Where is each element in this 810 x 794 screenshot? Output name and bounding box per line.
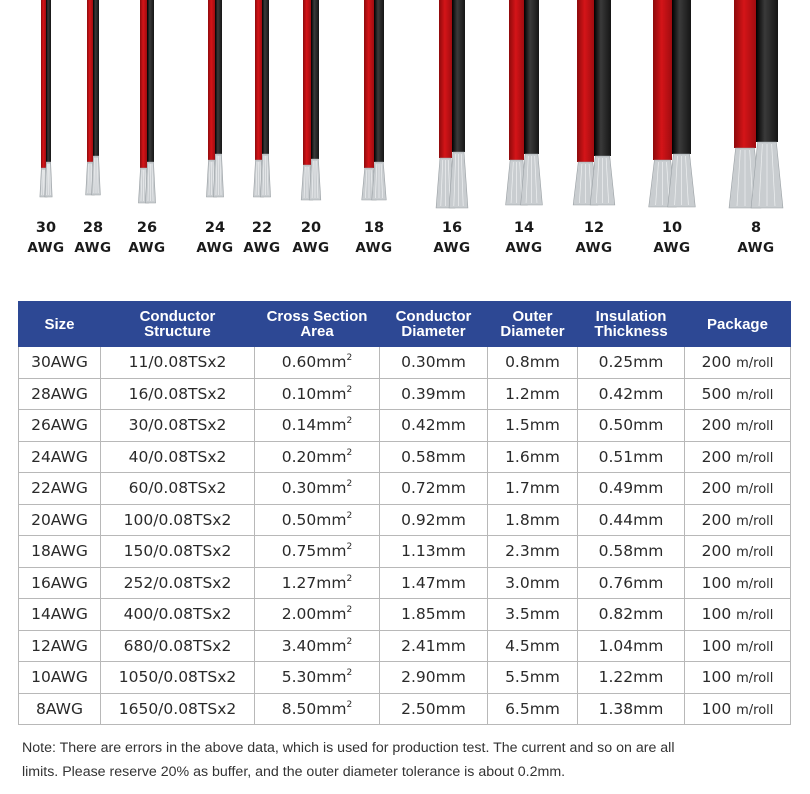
black-insulation [374,0,384,162]
table-row [19,441,791,473]
outer-diameter-cell-value: 1.8mm [505,510,560,529]
conductor-diameter-cell [380,473,488,505]
insulation-cell [578,662,685,694]
conductor-diameter-cell [380,378,488,410]
area-cell-value: 0.75mm [281,542,347,561]
conductor-diameter-cell-value: 1.13mm [401,542,466,561]
size-cell [19,599,101,631]
outer-diameter-cell [488,662,578,694]
area-cell-value: 0.50mm [281,510,347,529]
conductor-diameter-cell [380,567,488,599]
area-cell [255,410,380,442]
structure-cell-value: 100/0.08TSx2 [123,510,232,529]
conductor-diameter-cell-value: 2.90mm [401,668,466,687]
area-cell-value: 0.14mm [281,416,347,435]
header-size [19,302,101,347]
package-unit: m/roll [736,482,774,498]
insulation-cell-value: 1.38mm [598,699,664,718]
outer-diameter-cell-value: 2.3mm [505,542,560,561]
header-line: Insulation [595,308,667,325]
insulation-cell-value: 0.44mm [598,510,664,529]
structure-cell [101,693,255,725]
black-insulation [524,0,539,154]
size-cell [19,378,101,410]
structure-cell [101,441,255,473]
size-cell [19,347,101,379]
outer-diameter-cell [488,693,578,725]
size-cell-value: 10AWG [31,668,88,687]
red-insulation [87,0,93,162]
structure-cell [101,536,255,568]
area-cell-value: 5.30mm [281,668,347,687]
insulation-cell [578,410,685,442]
wire-gauge-labels [0,218,810,264]
conductor-diameter-cell [380,441,488,473]
header-line: Conductor [395,308,472,325]
red-insulation [439,0,452,158]
note-text [22,736,792,784]
header-package [685,302,791,347]
wire-24awg [206,0,223,197]
header-line: Structure [144,323,211,340]
package-cell [685,473,791,505]
wire-spec-table [18,301,791,725]
red-insulation [303,0,311,165]
wire-gauge-number: 18 [363,220,385,236]
structure-cell [101,378,255,410]
outer-diameter-cell [488,473,578,505]
conductor-diameter-cell [380,347,488,379]
outer-diameter-cell [488,536,578,568]
area-cell [255,567,380,599]
area-cell-value: 2.00mm [281,605,347,624]
conductor-diameter-cell-value: 2.50mm [401,699,466,718]
insulation-cell [578,473,685,505]
insulation-cell-value: 0.25mm [598,353,664,372]
black-insulation [93,0,99,156]
structure-cell-value: 60/0.08TSx2 [128,479,227,498]
structure-cell-value: 30/0.08TSx2 [128,416,227,435]
header-line: Diameter [500,323,565,340]
package-quantity: 500 [701,384,732,403]
squared-superscript: 2 [346,479,353,490]
outer-diameter-cell [488,378,578,410]
wire-22awg [253,0,270,197]
structure-cell-value: 40/0.08TSx2 [128,447,227,466]
structure-cell [101,630,255,662]
area-cell-value: 3.40mm [281,636,347,655]
squared-superscript: 2 [346,605,353,616]
package-cell [685,441,791,473]
outer-diameter-cell-value: 5.5mm [505,668,560,687]
header-line: Package [707,315,768,333]
wire-gauge-number: 30 [35,220,57,236]
black-insulation [594,0,611,156]
black-insulation [672,0,691,154]
package-cell [685,662,791,694]
size-cell-value: 14AWG [31,605,88,624]
conductor-diameter-cell-value: 2.41mm [401,636,466,655]
table-row [19,378,791,410]
wire-gauge-number: 8 [750,220,762,236]
size-cell-value: 30AWG [31,353,88,372]
package-cell [685,693,791,725]
package-unit: m/roll [736,576,774,592]
wire-label-28awg [63,218,123,258]
insulation-cell-value: 0.82mm [598,605,664,624]
conductor-diameter-cell-value: 0.42mm [401,416,466,435]
header-conductor-diameter [380,302,488,347]
red-insulation [577,0,594,162]
table-header-row [19,302,791,347]
header-insulation-thickness [578,302,685,347]
area-cell [255,347,380,379]
outer-diameter-cell-value: 1.2mm [505,384,560,403]
area-cell-value: 0.60mm [281,353,347,372]
package-quantity: 100 [701,636,732,655]
black-insulation [215,0,222,154]
structure-cell [101,473,255,505]
package-unit: m/roll [736,450,774,466]
area-cell [255,473,380,505]
header-line: Conductor [139,308,216,325]
package-quantity: 200 [701,416,732,435]
structure-cell-value: 1650/0.08TSx2 [118,699,237,718]
package-cell [685,536,791,568]
wire-gauge-unit: AWG [292,240,330,256]
wire-18awg [362,0,387,200]
wire-gauge-number: 12 [583,220,605,236]
package-quantity: 100 [701,605,732,624]
structure-cell [101,410,255,442]
outer-diameter-cell [488,630,578,662]
table-row [19,630,791,662]
conductor-diameter-cell [380,536,488,568]
package-unit: m/roll [736,639,774,655]
insulation-cell [578,378,685,410]
squared-superscript: 2 [346,447,353,458]
wire-samples-photo [0,0,810,215]
wire-gauge-number: 16 [441,220,463,236]
structure-cell-value: 252/0.08TSx2 [123,573,232,592]
wire-16awg [436,0,468,208]
squared-superscript: 2 [346,699,353,710]
outer-diameter-cell-value: 0.8mm [505,353,560,372]
insulation-cell-value: 0.76mm [598,573,664,592]
outer-diameter-cell [488,567,578,599]
red-insulation [653,0,672,160]
wire-gauge-number: 10 [661,220,683,236]
area-cell [255,599,380,631]
package-unit: m/roll [736,419,774,435]
wire-28awg [86,0,101,195]
insulation-cell-value: 0.51mm [598,447,664,466]
size-cell-value: 22AWG [31,479,88,498]
header-cross-section-area [255,302,380,347]
size-cell-value: 20AWG [31,510,88,529]
wire-label-18awg [344,218,404,258]
note-line-1: Note: There are errors in the above data, which is used for production test. The current and so on are all [22,740,675,756]
insulation-cell [578,441,685,473]
insulation-cell-value: 1.22mm [598,668,664,687]
red-insulation [208,0,215,160]
wire-gauge-unit: AWG [196,240,234,256]
structure-cell-value: 680/0.08TSx2 [123,636,232,655]
wire-gauge-unit: AWG [243,240,281,256]
size-cell [19,473,101,505]
insulation-cell [578,567,685,599]
package-quantity: 200 [701,510,732,529]
red-insulation [255,0,262,160]
package-unit: m/roll [736,356,774,372]
header-line: Thickness [594,323,668,340]
outer-diameter-cell-value: 1.6mm [505,447,560,466]
package-quantity: 100 [701,699,732,718]
size-cell [19,536,101,568]
package-cell [685,504,791,536]
wire-14awg [506,0,543,205]
header-line: Size [44,315,75,333]
structure-cell [101,504,255,536]
size-cell-value: 12AWG [31,636,88,655]
package-cell [685,347,791,379]
squared-superscript: 2 [346,542,353,553]
outer-diameter-cell [488,347,578,379]
size-cell-value: 18AWG [31,542,88,561]
wire-20awg [301,0,321,200]
black-insulation [756,0,778,142]
package-unit: m/roll [736,545,774,561]
conductor-diameter-cell-value: 0.72mm [401,479,466,498]
insulation-cell [578,693,685,725]
table-row [19,599,791,631]
area-cell [255,630,380,662]
insulation-cell [578,630,685,662]
conductor-diameter-cell-value: 0.58mm [401,447,466,466]
insulation-cell-value: 0.58mm [598,542,664,561]
structure-cell-value: 1050/0.08TSx2 [118,668,237,687]
conductor-diameter-cell [380,630,488,662]
area-cell [255,536,380,568]
package-quantity: 100 [701,573,732,592]
package-unit: m/roll [736,513,774,529]
red-insulation [41,0,46,168]
size-cell [19,630,101,662]
package-unit: m/roll [736,702,774,718]
header-line: Area [300,323,334,340]
area-cell [255,662,380,694]
wire-gauge-number: 24 [204,220,226,236]
conductor-diameter-cell-value: 0.92mm [401,510,466,529]
squared-superscript: 2 [346,416,353,427]
area-cell [255,504,380,536]
area-cell [255,693,380,725]
area-cell-value: 8.50mm [281,699,347,718]
header-line: Outer [512,308,553,325]
red-insulation [509,0,524,160]
conductor-diameter-cell-value: 1.85mm [401,605,466,624]
structure-cell-value: 16/0.08TSx2 [128,384,227,403]
black-insulation [46,0,51,162]
table-row [19,504,791,536]
black-insulation [262,0,269,154]
package-cell [685,599,791,631]
conductor-diameter-cell-value: 0.39mm [401,384,466,403]
wire-gauge-unit: AWG [737,240,775,256]
insulation-cell-value: 0.50mm [598,416,664,435]
size-cell-value: 8AWG [36,699,83,718]
size-cell-value: 24AWG [31,447,88,466]
size-cell [19,662,101,694]
package-quantity: 200 [701,353,732,372]
header-outer-diameter [488,302,578,347]
size-cell [19,410,101,442]
wire-label-16awg [422,218,482,258]
structure-cell [101,662,255,694]
structure-cell-value: 11/0.08TSx2 [128,353,227,372]
package-cell [685,410,791,442]
black-insulation [311,0,319,159]
outer-diameter-cell [488,410,578,442]
table-row [19,567,791,599]
conductor-diameter-cell [380,504,488,536]
wire-10awg [649,0,696,207]
wire-label-10awg [642,218,702,258]
size-cell [19,693,101,725]
area-cell-value: 0.20mm [281,447,347,466]
wire-26awg [138,0,155,203]
conductor-diameter-cell [380,410,488,442]
wire-gauge-unit: AWG [355,240,393,256]
package-quantity: 100 [701,668,732,687]
note-line-2: limits. Please reserve 20% as buffer, and the outer diameter tolerance is about 0.2mm. [22,764,566,780]
size-cell-value: 26AWG [31,416,88,435]
black-insulation [452,0,465,152]
package-unit: m/roll [736,671,774,687]
wire-label-20awg [281,218,341,258]
insulation-cell-value: 1.04mm [598,636,664,655]
wire-gauge-unit: AWG [653,240,691,256]
outer-diameter-cell-value: 3.0mm [505,573,560,592]
package-unit: m/roll [736,608,774,624]
package-cell [685,567,791,599]
package-cell [685,378,791,410]
wire-gauge-number: 26 [136,220,158,236]
wire-label-14awg [494,218,554,258]
wire-gauge-number: 22 [251,220,273,236]
size-cell [19,567,101,599]
squared-superscript: 2 [346,668,353,679]
insulation-cell [578,599,685,631]
conductor-diameter-cell [380,693,488,725]
red-insulation [364,0,374,168]
area-cell-value: 1.27mm [281,573,347,592]
size-cell [19,441,101,473]
table-row [19,536,791,568]
header-conductor-structure [101,302,255,347]
wire-gauge-unit: AWG [74,240,112,256]
wire-8awg [729,0,783,208]
table-row [19,693,791,725]
wire-label-12awg [564,218,624,258]
insulation-cell-value: 0.42mm [598,384,664,403]
size-cell-value: 28AWG [31,384,88,403]
squared-superscript: 2 [346,353,353,364]
size-cell-value: 16AWG [31,573,88,592]
insulation-cell [578,347,685,379]
area-cell-value: 0.10mm [281,384,347,403]
wire-gauge-unit: AWG [27,240,65,256]
insulation-cell [578,504,685,536]
header-line: Diameter [401,323,466,340]
structure-cell [101,567,255,599]
table-row [19,347,791,379]
area-cell [255,441,380,473]
size-cell [19,504,101,536]
squared-superscript: 2 [346,573,353,584]
package-quantity: 200 [701,479,732,498]
table-row [19,410,791,442]
squared-superscript: 2 [346,636,353,647]
conductor-diameter-cell [380,599,488,631]
outer-diameter-cell-value: 1.7mm [505,479,560,498]
insulation-cell-value: 0.49mm [598,479,664,498]
area-cell-value: 0.30mm [281,479,347,498]
wire-gauge-unit: AWG [575,240,613,256]
outer-diameter-cell-value: 4.5mm [505,636,560,655]
wire-30awg [40,0,52,197]
red-insulation [734,0,756,148]
red-insulation [140,0,147,168]
wire-label-26awg [117,218,177,258]
wire-gauge-unit: AWG [505,240,543,256]
package-unit: m/roll [736,387,774,403]
wire-gauge-unit: AWG [128,240,166,256]
structure-cell-value: 400/0.08TSx2 [123,605,232,624]
package-quantity: 200 [701,447,732,466]
header-line: Cross Section [266,308,368,325]
area-cell [255,378,380,410]
wire-gauge-number: 14 [513,220,535,236]
outer-diameter-cell-value: 3.5mm [505,605,560,624]
wire-gauge-number: 20 [300,220,322,236]
wire-gauge-unit: AWG [433,240,471,256]
outer-diameter-cell [488,504,578,536]
package-quantity: 200 [701,542,732,561]
table-row [19,473,791,505]
conductor-diameter-cell-value: 1.47mm [401,573,466,592]
black-insulation [147,0,154,162]
squared-superscript: 2 [346,384,353,395]
conductor-diameter-cell-value: 0.30mm [401,353,466,372]
insulation-cell [578,536,685,568]
outer-diameter-cell-value: 1.5mm [505,416,560,435]
wire-label-8awg [726,218,786,258]
outer-diameter-cell [488,599,578,631]
package-cell [685,630,791,662]
structure-cell [101,599,255,631]
table-row [19,662,791,694]
structure-cell-value: 150/0.08TSx2 [123,542,232,561]
wire-gauge-number: 28 [82,220,104,236]
conductor-diameter-cell [380,662,488,694]
squared-superscript: 2 [346,510,353,521]
outer-diameter-cell-value: 6.5mm [505,699,560,718]
structure-cell [101,347,255,379]
outer-diameter-cell [488,441,578,473]
wire-12awg [573,0,615,205]
